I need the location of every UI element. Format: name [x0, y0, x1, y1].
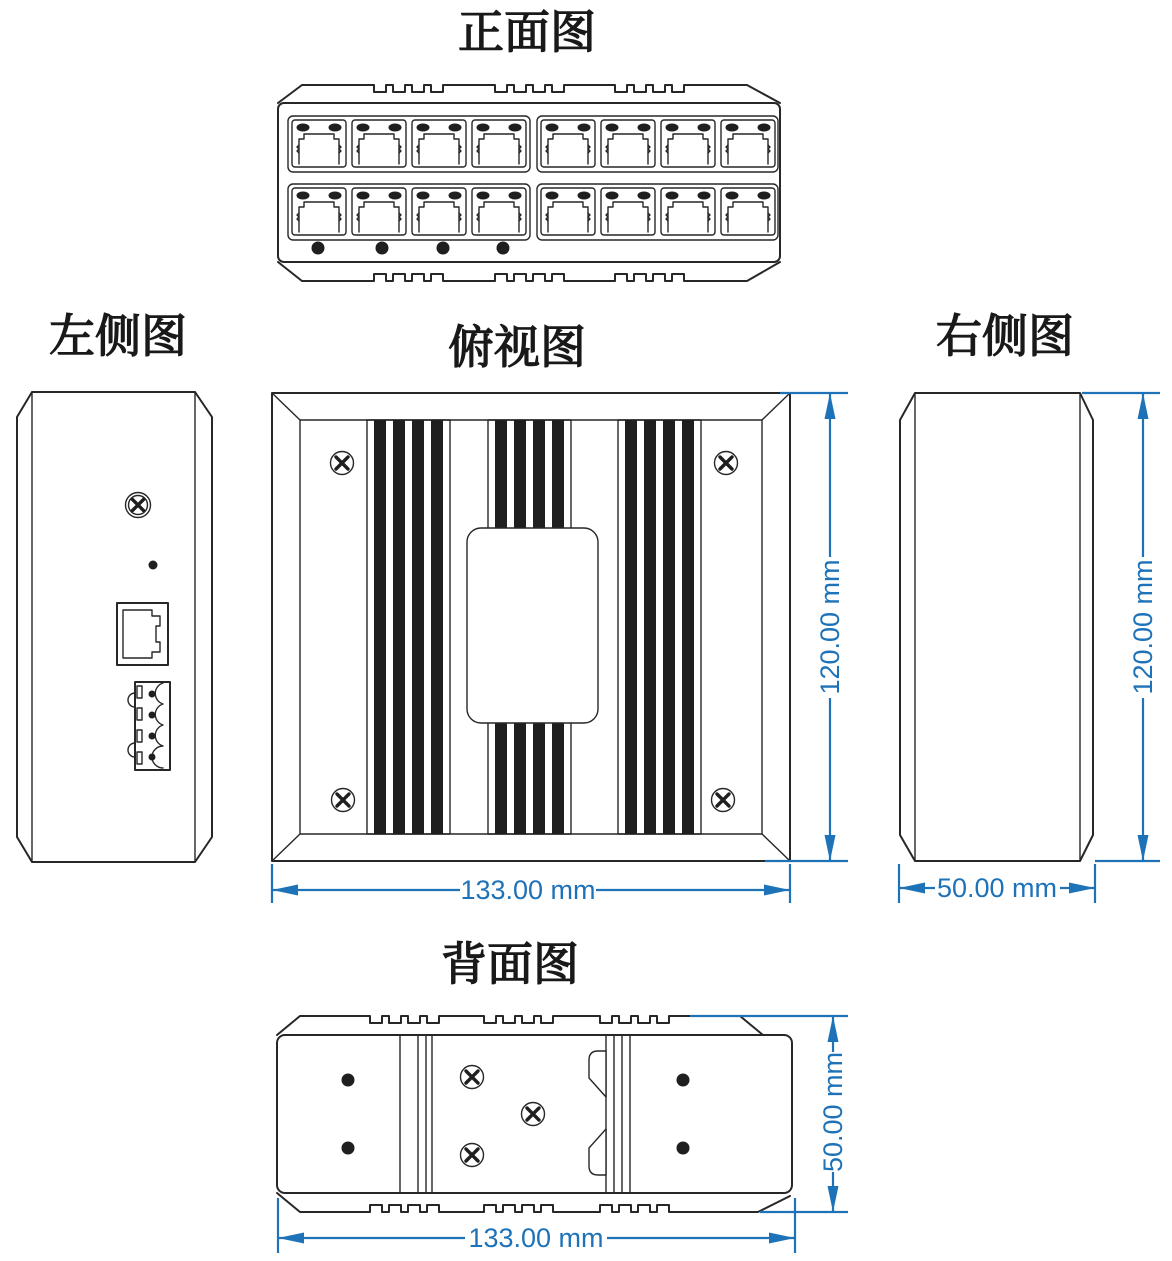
terminal-pin	[149, 712, 156, 719]
left-side-view	[17, 309, 212, 862]
top-width-dimension	[272, 864, 790, 905]
screw	[126, 493, 151, 518]
front-view-title: 正面图	[458, 5, 596, 59]
led-dot	[376, 242, 389, 255]
terminal-pin	[149, 754, 156, 761]
front-bottom-ridge	[278, 262, 780, 281]
right-height-dim-text: 120.00 mm	[1128, 559, 1158, 695]
top-view	[272, 320, 848, 905]
left-view-outline	[17, 392, 212, 862]
screw	[331, 452, 354, 475]
top-width-dim-text: 133.00 mm	[460, 875, 596, 905]
right-width-dim-text: 50.00 mm	[936, 873, 1058, 903]
mounting-hole	[677, 1074, 690, 1087]
top-view-title: 俯视图	[448, 320, 586, 374]
screw	[715, 452, 738, 475]
mounting-hole	[677, 1142, 690, 1155]
led-dot	[497, 242, 510, 255]
left-view-title: 左侧图	[49, 309, 187, 363]
back-height-dim-text: 50.00 mm	[818, 1051, 848, 1173]
right-view-title: 右侧图	[936, 309, 1074, 363]
mounting-hole	[342, 1074, 355, 1087]
back-top-ridge	[277, 1016, 763, 1035]
label-plate	[467, 528, 598, 723]
screw	[332, 789, 355, 812]
right-width-dimension	[899, 864, 1095, 903]
mounting-hole	[342, 1142, 355, 1155]
screw	[461, 1144, 484, 1167]
right-side-view	[899, 309, 1160, 903]
back-view	[277, 937, 848, 1253]
led-dot	[437, 242, 450, 255]
screw	[461, 1066, 484, 1089]
terminal-pin	[149, 691, 156, 698]
reset-pinhole	[149, 561, 158, 570]
back-view-title: 背面图	[441, 937, 579, 991]
front-view	[278, 5, 780, 281]
terminal-pin	[149, 733, 156, 740]
top-height-dim-text: 120.00 mm	[815, 559, 845, 695]
screw	[712, 789, 735, 812]
right-view-outline	[900, 393, 1093, 861]
back-bottom-ridge	[277, 1193, 790, 1212]
screw	[522, 1103, 545, 1126]
back-width-dimension	[278, 1198, 795, 1253]
led-dot	[312, 242, 325, 255]
front-top-ridge	[278, 85, 780, 103]
back-width-dim-text: 133.00 mm	[468, 1223, 604, 1253]
